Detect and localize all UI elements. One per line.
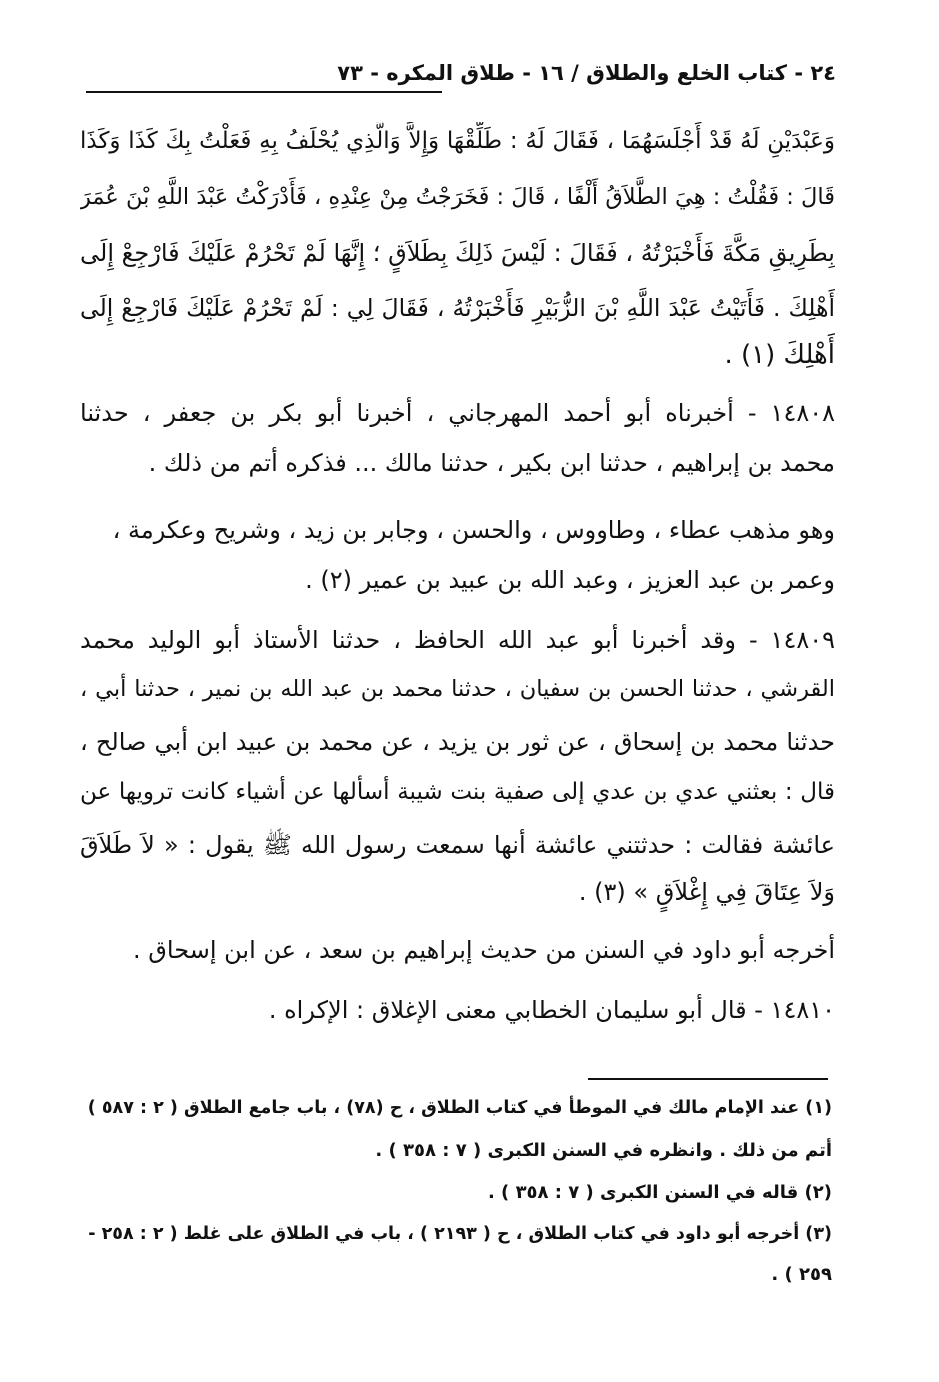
hadith-14809 (80, 622, 835, 922)
text-line: بِطَرِيقِ مَكَّةَ فَأَخْبَرْتُهُ ، فَقَالَ : لَيْسَ ذَلِكَ بِطَلاَقٍ ؛ إِنَّهَا لَمْ تَحْرُمْ عَلَيْكَ فَارْجِعْ إِلَى (80, 239, 835, 267)
text-line: أَهْلِكَ (١) . (724, 340, 835, 370)
footnote-1: (١) عند الإمام مالك في الموطأ في كتاب الطلاق ، ح (٧٨) ، باب جامع الطلاق ( ٢ : ٥٨٧ ) (87, 1098, 832, 1118)
header-rule (86, 91, 442, 93)
text-line: أَهْلِكَ . فَأَتَيْتُ عَبْدَ اللَّهِ بْنَ الزُّبَيْرِ فَأَخْبَرْتُهُ ، فَقَالَ لِي : لَمْ تَحْرُمْ عَلَيْكَ فَارْجِعْ إِلَى (80, 294, 835, 322)
footnote-rule (588, 1078, 828, 1080)
footnote-1-cont: أتم من ذلك . وانظره في السنن الكبرى ( ٧ : ٣٥٨ ) . (375, 1140, 832, 1161)
text-line: قال : بعثني عدي بن عدي إلى صفية بنت شيبة أسألها عن أشياء كانت ترويها عن (80, 779, 835, 805)
text-line: ١٤٨٠٩ - وقد أخبرنا أبو عبد الله الحافظ ، حدثنا الأستاذ أبو الوليد محمد (80, 626, 835, 654)
footnote-3-cont: ٢٥٩ ) . (771, 1264, 832, 1285)
text-line: ١٤٨٠٨ - أخبرناه أبو أحمد المهرجاني ، أخبرنا أبو بكر بن جعفر ، حدثنا (80, 399, 835, 427)
text-line: القرشي ، حدثنا الحسن بن سفيان ، حدثنا محمد بن عبد الله بن نمير ، حدثنا أبي ، (80, 676, 835, 702)
footnote-2: (٢) قاله في السنن الكبرى ( ٧ : ٣٥٨ ) . (487, 1182, 832, 1203)
running-header (86, 58, 836, 98)
text-line: أخرجه أبو داود في السنن من حديث إبراهيم بن سعد ، عن ابن إسحاق . (133, 936, 835, 964)
text-line: ١٤٨١٠ - قال أبو سليمان الخطابي معنى الإغلاق : الإكراه . (268, 996, 835, 1024)
takhrij-note (80, 932, 835, 982)
text-line: وعمر بن عبد العزيز ، وعبد الله بن عبيد بن عمير (٢) . (305, 566, 835, 594)
header-title: ٢٤ - كتاب الخلع والطلاق / ١٦ - طلاق المكره - ٧٣ (337, 61, 836, 85)
text-line: حدثنا محمد بن إسحاق ، عن ثور بن يزيد ، عن محمد بن عبيد ابن أبي صالح ، (80, 728, 835, 756)
text-line: قَالَ : فَقُلْتُ : هِيَ الطَّلاَقُ أَلْفًا ، قَالَ : فَخَرَجْتُ مِنْ عِنْدِهِ ، فَأَدْرَكْتُ عَبْدَ اللَّهِ بْنَ عُمَرَ (80, 184, 835, 210)
hadith-14810 (80, 992, 835, 1042)
text-line: وَعَبْدَيْنِ لَهُ قَدْ أَجْلَسَهُمَا ، فَقَالَ لَهُ : طَلِّقْهَا وَإِلاَّ وَالَّذِي يُحْلَفُ بِهِ فَعَلْتُ بِكَ كَذَا وَكَذَا (80, 128, 835, 154)
text-line: محمد بن إبراهيم ، حدثنا ابن بكير ، حدثنا مالك ... فذكره أتم من ذلك . (148, 449, 835, 477)
text-line: وهو مذهب عطاء ، وطاووس ، والحسن ، وجابر بن زيد ، وشريح وعكرمة ، (112, 516, 835, 544)
text-line: عائشة فقالت : حدثتني عائشة أنها سمعت رسول الله ﷺ يقول : « لاَ طَلاَقَ (80, 831, 835, 859)
paragraph-continuation (80, 122, 835, 382)
text-line: وَلاَ عِتَاقَ فِي إِغْلاَقٍ » (٣) . (578, 878, 835, 906)
footnotes (80, 1098, 832, 1298)
hadith-14808 (80, 395, 835, 495)
scholars-opinion (80, 512, 835, 612)
footnote-3: (٣) أخرجه أبو داود في كتاب الطلاق ، ح ( ٢١٩٣ ) ، باب في الطلاق على غلط ( ٢ : ٢٥٨ - (88, 1224, 832, 1244)
